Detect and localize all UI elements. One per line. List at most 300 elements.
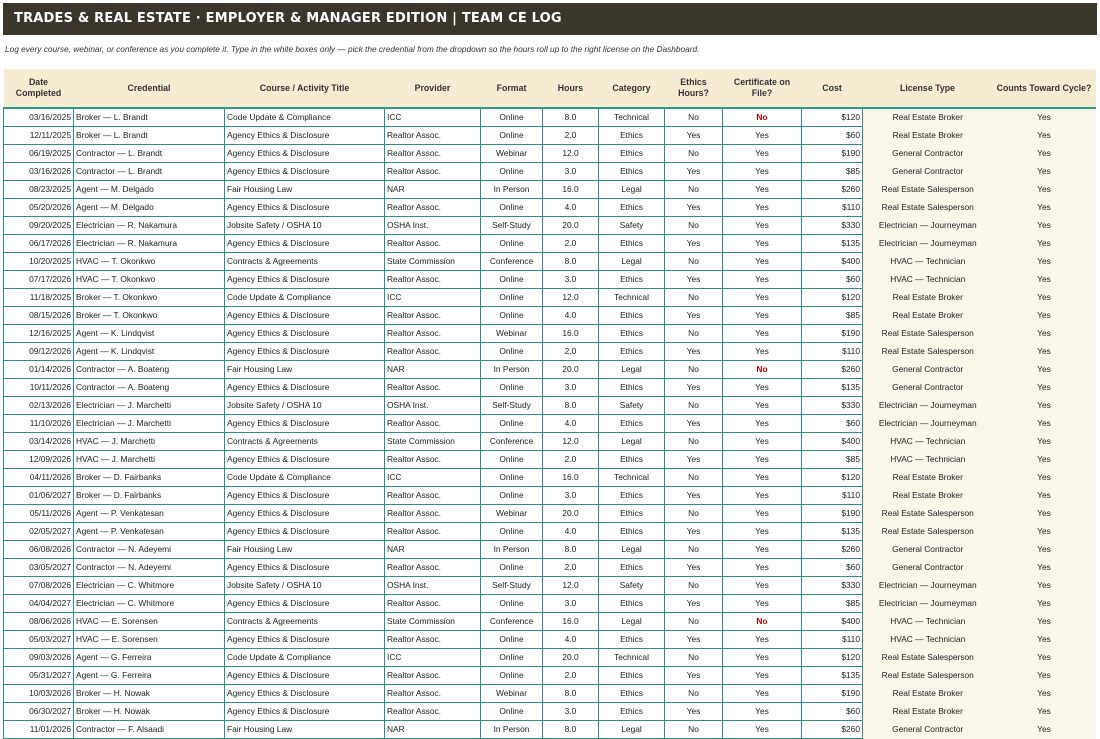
provider-cell[interactable]: Realtor Assoc. — [385, 703, 481, 721]
certificate-cell[interactable]: Yes — [723, 541, 802, 559]
credential-cell[interactable]: Contractor — N. Adeyemi — [74, 559, 225, 577]
ethics-cell[interactable]: Yes — [665, 307, 723, 325]
format-cell[interactable]: Online — [481, 415, 543, 433]
certificate-cell[interactable]: Yes — [723, 289, 802, 307]
hours-cell[interactable]: 4.0 — [543, 307, 599, 325]
ethics-cell[interactable]: Yes — [665, 343, 723, 361]
cost-cell[interactable]: $330 — [802, 397, 863, 415]
hours-cell[interactable]: 12.0 — [543, 433, 599, 451]
cost-cell[interactable]: $85 — [802, 163, 863, 181]
hours-cell[interactable]: 8.0 — [543, 108, 599, 127]
certificate-cell[interactable]: No — [723, 613, 802, 631]
certificate-cell[interactable]: Yes — [723, 559, 802, 577]
date-cell[interactable]: 08/06/2026 — [4, 613, 74, 631]
course-cell[interactable]: Agency Ethics & Disclosure — [225, 307, 385, 325]
course-cell[interactable]: Code Update & Compliance — [225, 469, 385, 487]
cost-cell[interactable]: $400 — [802, 433, 863, 451]
category-cell[interactable]: Legal — [599, 361, 665, 379]
credential-cell[interactable]: Electrician — J. Marchetti — [74, 397, 225, 415]
col-header-cost[interactable]: Cost — [802, 69, 863, 108]
credential-cell[interactable]: Contractor — L. Brandt — [74, 163, 225, 181]
date-cell[interactable]: 08/23/2025 — [4, 181, 74, 199]
course-cell[interactable]: Jobsite Safety / OSHA 10 — [225, 577, 385, 595]
course-cell[interactable]: Agency Ethics & Disclosure — [225, 703, 385, 721]
credential-cell[interactable]: Contractor — F. Alsaadi — [74, 721, 225, 739]
credential-cell[interactable]: Electrician — J. Marchetti — [74, 415, 225, 433]
date-cell[interactable]: 06/30/2027 — [4, 703, 74, 721]
course-cell[interactable]: Agency Ethics & Disclosure — [225, 343, 385, 361]
hours-cell[interactable]: 2.0 — [543, 127, 599, 145]
date-cell[interactable]: 03/16/2025 — [4, 108, 74, 127]
credential-cell[interactable]: Agent — P. Venkatesan — [74, 523, 225, 541]
ethics-cell[interactable]: Yes — [665, 703, 723, 721]
date-cell[interactable]: 07/08/2026 — [4, 577, 74, 595]
hours-cell[interactable]: 12.0 — [543, 145, 599, 163]
ethics-cell[interactable]: Yes — [665, 451, 723, 469]
date-cell[interactable]: 05/31/2027 — [4, 667, 74, 685]
format-cell[interactable]: Online — [481, 307, 543, 325]
hours-cell[interactable]: 16.0 — [543, 469, 599, 487]
category-cell[interactable]: Ethics — [599, 307, 665, 325]
course-cell[interactable]: Agency Ethics & Disclosure — [225, 379, 385, 397]
cost-cell[interactable]: $260 — [802, 541, 863, 559]
credential-cell[interactable]: Agent — M. Delgado — [74, 181, 225, 199]
provider-cell[interactable]: ICC — [385, 649, 481, 667]
date-cell[interactable]: 03/14/2026 — [4, 433, 74, 451]
course-cell[interactable]: Agency Ethics & Disclosure — [225, 487, 385, 505]
ethics-cell[interactable]: Yes — [665, 631, 723, 649]
date-cell[interactable]: 05/03/2027 — [4, 631, 74, 649]
date-cell[interactable]: 04/11/2026 — [4, 469, 74, 487]
course-cell[interactable]: Agency Ethics & Disclosure — [225, 163, 385, 181]
course-cell[interactable]: Contracts & Agreements — [225, 433, 385, 451]
ethics-cell[interactable]: Yes — [665, 379, 723, 397]
certificate-cell[interactable]: Yes — [723, 433, 802, 451]
course-cell[interactable]: Agency Ethics & Disclosure — [225, 559, 385, 577]
course-cell[interactable]: Agency Ethics & Disclosure — [225, 667, 385, 685]
credential-cell[interactable]: HVAC — J. Marchetti — [74, 433, 225, 451]
credential-cell[interactable]: Electrician — C. Whitmore — [74, 577, 225, 595]
provider-cell[interactable]: Realtor Assoc. — [385, 145, 481, 163]
cost-cell[interactable]: $190 — [802, 505, 863, 523]
course-cell[interactable]: Code Update & Compliance — [225, 108, 385, 127]
hours-cell[interactable]: 3.0 — [543, 703, 599, 721]
col-header-license-type[interactable]: License Type — [863, 69, 993, 108]
hours-cell[interactable]: 3.0 — [543, 379, 599, 397]
course-cell[interactable]: Agency Ethics & Disclosure — [225, 145, 385, 163]
date-cell[interactable]: 11/01/2026 — [4, 721, 74, 739]
format-cell[interactable]: Online — [481, 523, 543, 541]
provider-cell[interactable]: Realtor Assoc. — [385, 271, 481, 289]
hours-cell[interactable]: 16.0 — [543, 181, 599, 199]
col-header-ethics[interactable]: Ethics Hours? — [665, 69, 723, 108]
ethics-cell[interactable]: No — [665, 541, 723, 559]
course-cell[interactable]: Agency Ethics & Disclosure — [225, 325, 385, 343]
hours-cell[interactable]: 20.0 — [543, 649, 599, 667]
date-cell[interactable]: 09/12/2026 — [4, 343, 74, 361]
cost-cell[interactable]: $60 — [802, 127, 863, 145]
cost-cell[interactable]: $120 — [802, 469, 863, 487]
format-cell[interactable]: Conference — [481, 253, 543, 271]
credential-cell[interactable]: Contractor — L. Brandt — [74, 145, 225, 163]
course-cell[interactable]: Agency Ethics & Disclosure — [225, 505, 385, 523]
ethics-cell[interactable]: No — [665, 289, 723, 307]
provider-cell[interactable]: Realtor Assoc. — [385, 505, 481, 523]
category-cell[interactable]: Legal — [599, 541, 665, 559]
date-cell[interactable]: 06/19/2025 — [4, 145, 74, 163]
hours-cell[interactable]: 2.0 — [543, 667, 599, 685]
date-cell[interactable]: 01/06/2027 — [4, 487, 74, 505]
course-cell[interactable]: Agency Ethics & Disclosure — [225, 127, 385, 145]
hours-cell[interactable]: 16.0 — [543, 325, 599, 343]
col-header-category[interactable]: Category — [599, 69, 665, 108]
cost-cell[interactable]: $190 — [802, 325, 863, 343]
course-cell[interactable]: Fair Housing Law — [225, 181, 385, 199]
cost-cell[interactable]: $110 — [802, 487, 863, 505]
format-cell[interactable]: Webinar — [481, 505, 543, 523]
category-cell[interactable]: Legal — [599, 721, 665, 739]
credential-cell[interactable]: Contractor — N. Adeyemi — [74, 541, 225, 559]
date-cell[interactable]: 12/09/2026 — [4, 451, 74, 469]
ethics-cell[interactable]: No — [665, 108, 723, 127]
hours-cell[interactable]: 2.0 — [543, 451, 599, 469]
cost-cell[interactable]: $400 — [802, 613, 863, 631]
credential-cell[interactable]: Broker — T. Okonkwo — [74, 307, 225, 325]
category-cell[interactable]: Safety — [599, 577, 665, 595]
cost-cell[interactable]: $135 — [802, 523, 863, 541]
hours-cell[interactable]: 20.0 — [543, 361, 599, 379]
ethics-cell[interactable]: Yes — [665, 667, 723, 685]
course-cell[interactable]: Agency Ethics & Disclosure — [225, 271, 385, 289]
format-cell[interactable]: Online — [481, 487, 543, 505]
certificate-cell[interactable]: Yes — [723, 271, 802, 289]
format-cell[interactable]: Online — [481, 469, 543, 487]
col-header-counts[interactable]: Counts Toward Cycle? — [993, 69, 1096, 108]
provider-cell[interactable]: Realtor Assoc. — [385, 235, 481, 253]
provider-cell[interactable]: Realtor Assoc. — [385, 163, 481, 181]
category-cell[interactable]: Legal — [599, 253, 665, 271]
course-cell[interactable]: Jobsite Safety / OSHA 10 — [225, 397, 385, 415]
format-cell[interactable]: Conference — [481, 613, 543, 631]
format-cell[interactable]: Online — [481, 649, 543, 667]
date-cell[interactable]: 12/11/2025 — [4, 127, 74, 145]
certificate-cell[interactable]: Yes — [723, 577, 802, 595]
ethics-cell[interactable]: No — [665, 433, 723, 451]
category-cell[interactable]: Ethics — [599, 415, 665, 433]
hours-cell[interactable]: 20.0 — [543, 217, 599, 235]
category-cell[interactable]: Ethics — [599, 379, 665, 397]
provider-cell[interactable]: NAR — [385, 541, 481, 559]
date-cell[interactable]: 02/13/2026 — [4, 397, 74, 415]
credential-cell[interactable]: Agent — G. Ferreira — [74, 649, 225, 667]
ethics-cell[interactable]: Yes — [665, 559, 723, 577]
ethics-cell[interactable]: No — [665, 721, 723, 739]
ethics-cell[interactable]: Yes — [665, 595, 723, 613]
format-cell[interactable]: Online — [481, 127, 543, 145]
credential-cell[interactable]: Agent — K. Lindqvist — [74, 343, 225, 361]
certificate-cell[interactable]: Yes — [723, 307, 802, 325]
course-cell[interactable]: Agency Ethics & Disclosure — [225, 523, 385, 541]
ethics-cell[interactable]: Yes — [665, 235, 723, 253]
certificate-cell[interactable]: Yes — [723, 415, 802, 433]
cost-cell[interactable]: $190 — [802, 145, 863, 163]
category-cell[interactable]: Legal — [599, 181, 665, 199]
date-cell[interactable]: 01/14/2026 — [4, 361, 74, 379]
hours-cell[interactable]: 20.0 — [543, 505, 599, 523]
provider-cell[interactable]: Realtor Assoc. — [385, 307, 481, 325]
ethics-cell[interactable]: No — [665, 145, 723, 163]
credential-cell[interactable]: Contractor — A. Boateng — [74, 361, 225, 379]
ethics-cell[interactable]: No — [665, 361, 723, 379]
col-header-hours[interactable]: Hours — [543, 69, 599, 108]
hours-cell[interactable]: 8.0 — [543, 397, 599, 415]
ethics-cell[interactable]: No — [665, 685, 723, 703]
course-cell[interactable]: Fair Housing Law — [225, 721, 385, 739]
course-cell[interactable]: Fair Housing Law — [225, 541, 385, 559]
format-cell[interactable]: Online — [481, 451, 543, 469]
category-cell[interactable]: Legal — [599, 613, 665, 631]
category-cell[interactable]: Safety — [599, 217, 665, 235]
provider-cell[interactable]: NAR — [385, 721, 481, 739]
cost-cell[interactable]: $120 — [802, 649, 863, 667]
ethics-cell[interactable]: Yes — [665, 199, 723, 217]
credential-cell[interactable]: Broker — T. Okonkwo — [74, 289, 225, 307]
hours-cell[interactable]: 2.0 — [543, 235, 599, 253]
category-cell[interactable]: Ethics — [599, 703, 665, 721]
credential-cell[interactable]: Contractor — A. Boateng — [74, 379, 225, 397]
course-cell[interactable]: Jobsite Safety / OSHA 10 — [225, 217, 385, 235]
format-cell[interactable]: Online — [481, 667, 543, 685]
certificate-cell[interactable]: No — [723, 108, 802, 127]
category-cell[interactable]: Safety — [599, 397, 665, 415]
certificate-cell[interactable]: Yes — [723, 469, 802, 487]
category-cell[interactable]: Ethics — [599, 505, 665, 523]
ethics-cell[interactable]: No — [665, 253, 723, 271]
provider-cell[interactable]: Realtor Assoc. — [385, 667, 481, 685]
category-cell[interactable]: Ethics — [599, 271, 665, 289]
certificate-cell[interactable]: Yes — [723, 451, 802, 469]
format-cell[interactable]: Online — [481, 631, 543, 649]
provider-cell[interactable]: State Commission — [385, 613, 481, 631]
hours-cell[interactable]: 4.0 — [543, 523, 599, 541]
category-cell[interactable]: Ethics — [599, 559, 665, 577]
col-header-course[interactable]: Course / Activity Title — [225, 69, 385, 108]
category-cell[interactable]: Ethics — [599, 685, 665, 703]
certificate-cell[interactable]: Yes — [723, 631, 802, 649]
category-cell[interactable]: Technical — [599, 289, 665, 307]
cost-cell[interactable]: $135 — [802, 667, 863, 685]
format-cell[interactable]: Online — [481, 199, 543, 217]
cost-cell[interactable]: $60 — [802, 271, 863, 289]
cost-cell[interactable]: $190 — [802, 685, 863, 703]
format-cell[interactable]: Online — [481, 235, 543, 253]
course-cell[interactable]: Agency Ethics & Disclosure — [225, 685, 385, 703]
cost-cell[interactable]: $110 — [802, 199, 863, 217]
course-cell[interactable]: Agency Ethics & Disclosure — [225, 415, 385, 433]
cost-cell[interactable]: $120 — [802, 108, 863, 127]
credential-cell[interactable]: Broker — H. Nowak — [74, 703, 225, 721]
format-cell[interactable]: Online — [481, 595, 543, 613]
cost-cell[interactable]: $60 — [802, 703, 863, 721]
provider-cell[interactable]: Realtor Assoc. — [385, 487, 481, 505]
format-cell[interactable]: Online — [481, 271, 543, 289]
date-cell[interactable]: 03/16/2026 — [4, 163, 74, 181]
format-cell[interactable]: Online — [481, 379, 543, 397]
credential-cell[interactable]: Agent — K. Lindqvist — [74, 325, 225, 343]
certificate-cell[interactable]: Yes — [723, 505, 802, 523]
format-cell[interactable]: In Person — [481, 181, 543, 199]
date-cell[interactable]: 07/17/2026 — [4, 271, 74, 289]
provider-cell[interactable]: Realtor Assoc. — [385, 685, 481, 703]
date-cell[interactable]: 05/20/2026 — [4, 199, 74, 217]
date-cell[interactable]: 09/20/2025 — [4, 217, 74, 235]
category-cell[interactable]: Technical — [599, 649, 665, 667]
cost-cell[interactable]: $60 — [802, 415, 863, 433]
ethics-cell[interactable]: No — [665, 613, 723, 631]
ethics-cell[interactable]: No — [665, 505, 723, 523]
provider-cell[interactable]: Realtor Assoc. — [385, 379, 481, 397]
provider-cell[interactable]: ICC — [385, 289, 481, 307]
course-cell[interactable]: Code Update & Compliance — [225, 289, 385, 307]
credential-cell[interactable]: Broker — D. Fairbanks — [74, 487, 225, 505]
category-cell[interactable]: Ethics — [599, 145, 665, 163]
provider-cell[interactable]: OSHA Inst. — [385, 397, 481, 415]
provider-cell[interactable]: Realtor Assoc. — [385, 451, 481, 469]
date-cell[interactable]: 08/15/2026 — [4, 307, 74, 325]
category-cell[interactable]: Ethics — [599, 451, 665, 469]
credential-cell[interactable]: Broker — H. Nowak — [74, 685, 225, 703]
format-cell[interactable]: In Person — [481, 541, 543, 559]
certificate-cell[interactable]: Yes — [723, 343, 802, 361]
certificate-cell[interactable]: Yes — [723, 595, 802, 613]
ethics-cell[interactable]: No — [665, 217, 723, 235]
ethics-cell[interactable]: Yes — [665, 415, 723, 433]
hours-cell[interactable]: 3.0 — [543, 271, 599, 289]
cost-cell[interactable]: $135 — [802, 235, 863, 253]
format-cell[interactable]: Online — [481, 559, 543, 577]
credential-cell[interactable]: Electrician — C. Whitmore — [74, 595, 225, 613]
ethics-cell[interactable]: No — [665, 181, 723, 199]
date-cell[interactable]: 06/17/2026 — [4, 235, 74, 253]
provider-cell[interactable]: ICC — [385, 469, 481, 487]
ethics-cell[interactable]: No — [665, 649, 723, 667]
format-cell[interactable]: Webinar — [481, 145, 543, 163]
format-cell[interactable]: Online — [481, 343, 543, 361]
date-cell[interactable]: 10/03/2026 — [4, 685, 74, 703]
credential-cell[interactable]: Broker — D. Fairbanks — [74, 469, 225, 487]
cost-cell[interactable]: $260 — [802, 361, 863, 379]
format-cell[interactable]: Online — [481, 703, 543, 721]
col-header-certificate[interactable]: Certificate on File? — [723, 69, 802, 108]
provider-cell[interactable]: ICC — [385, 108, 481, 127]
course-cell[interactable]: Code Update & Compliance — [225, 649, 385, 667]
format-cell[interactable]: In Person — [481, 361, 543, 379]
credential-cell[interactable]: Agent — P. Venkatesan — [74, 505, 225, 523]
provider-cell[interactable]: Realtor Assoc. — [385, 523, 481, 541]
date-cell[interactable]: 12/16/2025 — [4, 325, 74, 343]
ethics-cell[interactable]: No — [665, 397, 723, 415]
hours-cell[interactable]: 8.0 — [543, 253, 599, 271]
format-cell[interactable]: Online — [481, 108, 543, 127]
certificate-cell[interactable]: Yes — [723, 397, 802, 415]
course-cell[interactable]: Contracts & Agreements — [225, 613, 385, 631]
format-cell[interactable]: Self-Study — [481, 577, 543, 595]
certificate-cell[interactable]: Yes — [723, 145, 802, 163]
hours-cell[interactable]: 8.0 — [543, 685, 599, 703]
category-cell[interactable]: Ethics — [599, 523, 665, 541]
provider-cell[interactable]: Realtor Assoc. — [385, 127, 481, 145]
format-cell[interactable]: In Person — [481, 721, 543, 739]
course-cell[interactable]: Fair Housing Law — [225, 361, 385, 379]
provider-cell[interactable]: Realtor Assoc. — [385, 199, 481, 217]
category-cell[interactable]: Ethics — [599, 631, 665, 649]
certificate-cell[interactable]: Yes — [723, 685, 802, 703]
course-cell[interactable]: Contracts & Agreements — [225, 253, 385, 271]
certificate-cell[interactable]: No — [723, 361, 802, 379]
category-cell[interactable]: Ethics — [599, 199, 665, 217]
date-cell[interactable]: 02/05/2027 — [4, 523, 74, 541]
provider-cell[interactable]: State Commission — [385, 253, 481, 271]
format-cell[interactable]: Webinar — [481, 325, 543, 343]
provider-cell[interactable]: State Commission — [385, 433, 481, 451]
hours-cell[interactable]: 8.0 — [543, 541, 599, 559]
cost-cell[interactable]: $85 — [802, 595, 863, 613]
ethics-cell[interactable]: Yes — [665, 271, 723, 289]
cost-cell[interactable]: $110 — [802, 631, 863, 649]
certificate-cell[interactable]: Yes — [723, 703, 802, 721]
certificate-cell[interactable]: Yes — [723, 253, 802, 271]
format-cell[interactable]: Webinar — [481, 685, 543, 703]
credential-cell[interactable]: Broker — L. Brandt — [74, 108, 225, 127]
certificate-cell[interactable]: Yes — [723, 721, 802, 739]
category-cell[interactable]: Technical — [599, 108, 665, 127]
hours-cell[interactable]: 16.0 — [543, 613, 599, 631]
date-cell[interactable]: 11/18/2025 — [4, 289, 74, 307]
date-cell[interactable]: 10/11/2026 — [4, 379, 74, 397]
credential-cell[interactable]: HVAC — E. Sorensen — [74, 631, 225, 649]
date-cell[interactable]: 10/20/2025 — [4, 253, 74, 271]
certificate-cell[interactable]: Yes — [723, 163, 802, 181]
credential-cell[interactable]: Electrician — R. Nakamura — [74, 217, 225, 235]
col-header-credential[interactable]: Credential — [74, 69, 225, 108]
hours-cell[interactable]: 3.0 — [543, 163, 599, 181]
ethics-cell[interactable]: No — [665, 325, 723, 343]
cost-cell[interactable]: $330 — [802, 217, 863, 235]
date-cell[interactable]: 05/11/2026 — [4, 505, 74, 523]
provider-cell[interactable]: Realtor Assoc. — [385, 325, 481, 343]
course-cell[interactable]: Agency Ethics & Disclosure — [225, 595, 385, 613]
certificate-cell[interactable]: Yes — [723, 235, 802, 253]
category-cell[interactable]: Legal — [599, 433, 665, 451]
provider-cell[interactable]: Realtor Assoc. — [385, 595, 481, 613]
credential-cell[interactable]: HVAC — T. Okonkwo — [74, 271, 225, 289]
provider-cell[interactable]: Realtor Assoc. — [385, 631, 481, 649]
ethics-cell[interactable]: Yes — [665, 127, 723, 145]
certificate-cell[interactable]: Yes — [723, 523, 802, 541]
format-cell[interactable]: Self-Study — [481, 217, 543, 235]
certificate-cell[interactable]: Yes — [723, 127, 802, 145]
certificate-cell[interactable]: Yes — [723, 199, 802, 217]
cost-cell[interactable]: $330 — [802, 577, 863, 595]
certificate-cell[interactable]: Yes — [723, 379, 802, 397]
certificate-cell[interactable]: Yes — [723, 217, 802, 235]
category-cell[interactable]: Ethics — [599, 235, 665, 253]
cost-cell[interactable]: $400 — [802, 253, 863, 271]
format-cell[interactable]: Conference — [481, 433, 543, 451]
provider-cell[interactable]: OSHA Inst. — [385, 217, 481, 235]
cost-cell[interactable]: $260 — [802, 181, 863, 199]
cost-cell[interactable]: $110 — [802, 343, 863, 361]
